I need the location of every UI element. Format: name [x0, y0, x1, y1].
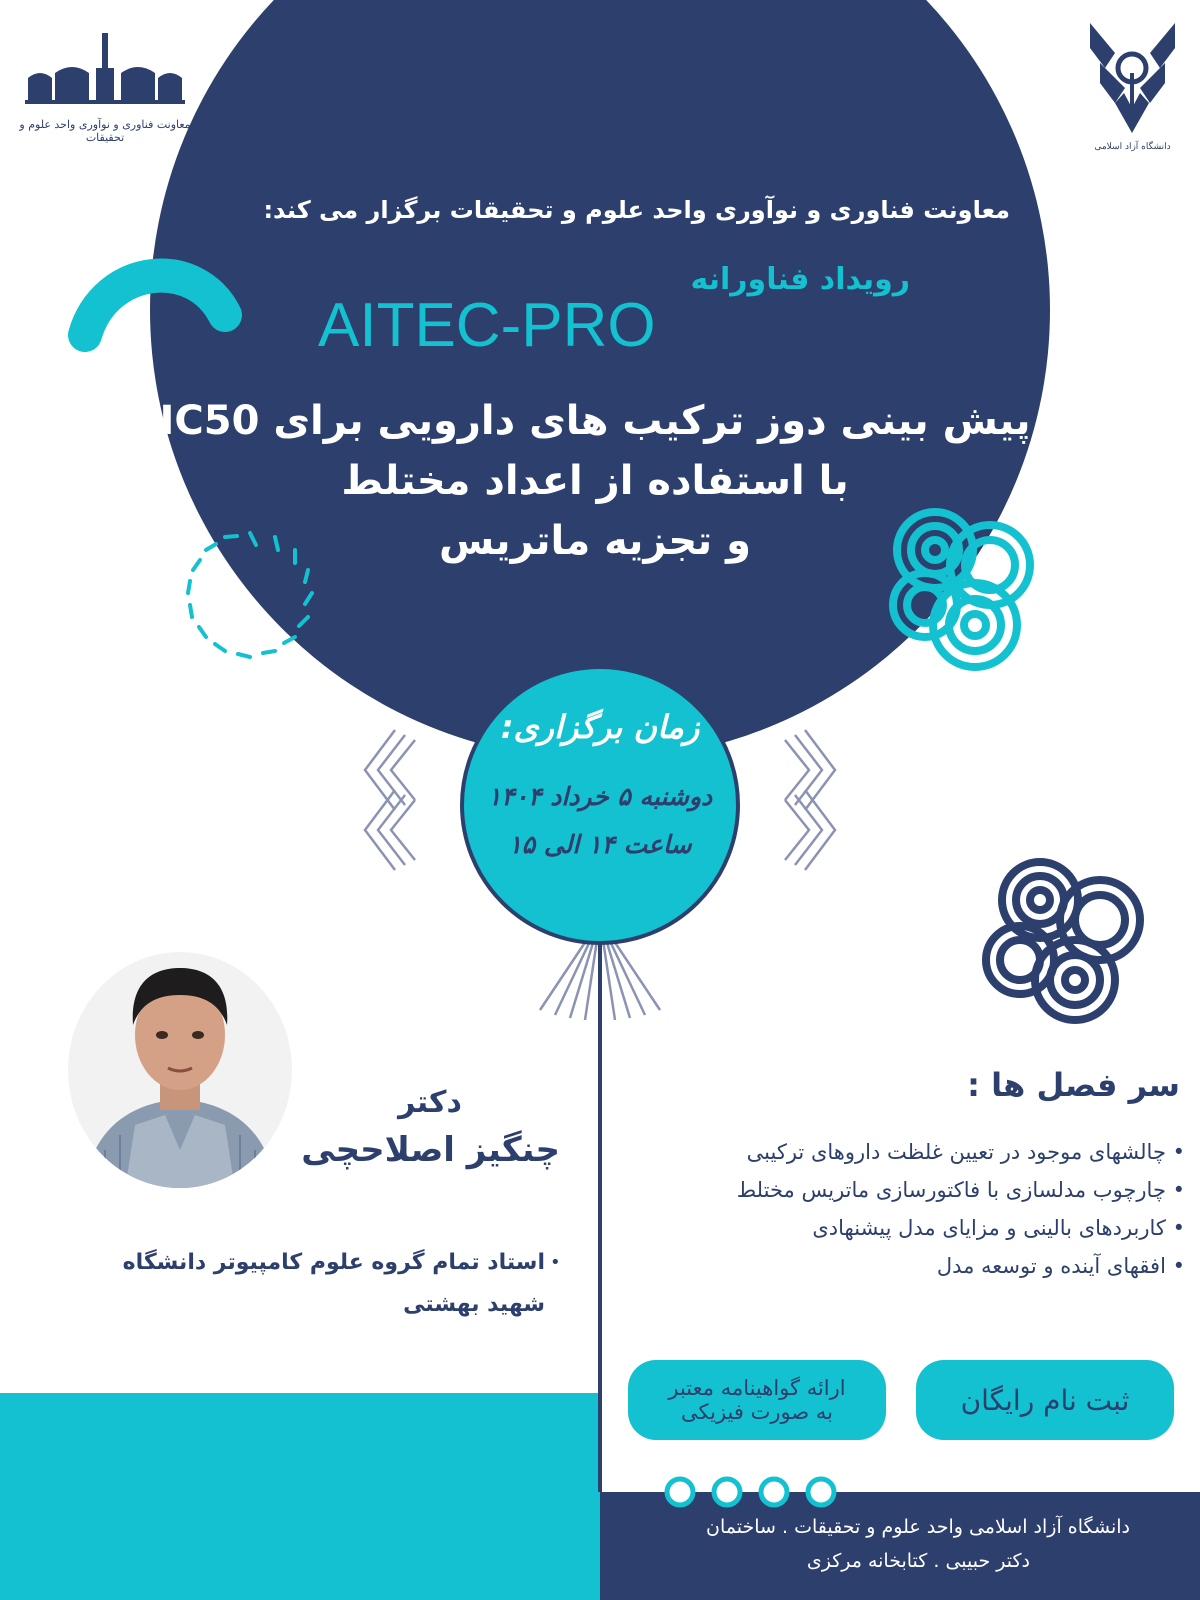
topics-heading: سر فصل ها :: [967, 1066, 1180, 1104]
talk-title-line3: و تجزیه ماتریس: [439, 518, 751, 564]
right-logo-caption: دانشگاه آزاد اسلامی: [1094, 142, 1171, 152]
certificate-button[interactable]: [628, 1360, 886, 1440]
register-label: ثبت نام رایگان: [960, 1383, 1130, 1417]
university-logo-icon: [10, 28, 200, 108]
speaker-photo: [65, 950, 295, 1190]
islamic-azad-logo-icon: [1085, 18, 1180, 138]
schedule-time: ساعت ۱۴ الی ۱۵: [508, 830, 692, 859]
swirl-icon: [980, 855, 1150, 1025]
schedule-heading: زمان برگزاری:: [500, 708, 700, 746]
dot-ring-icon: [662, 1474, 842, 1510]
footer-address-line1: دانشگاه آزاد اسلامی واحد علوم و تحقیقات . ساختمان: [706, 1516, 1130, 1538]
topic-item: • چارچوب مدلسازی با فاکتورسازی ماتریس مختلط: [736, 1178, 1185, 1202]
topic-item: • کاربردهای بالینی و مزایای مدل پیشنهادی: [812, 1216, 1185, 1240]
organizer-line: معاونت فناوری و نوآوری واحد علوم و تحقیقات برگزار می کند:: [263, 196, 1010, 224]
topic-item: • افقهای آینده و توسعه مدل: [936, 1254, 1185, 1278]
speaker-name: چنگیز اصلاحچی: [301, 1130, 560, 1170]
research-unit-logo: [10, 28, 200, 148]
footer-address-line2: دکتر حبیبی . کتابخانه مرکزی: [806, 1550, 1030, 1572]
free-registration-button[interactable]: [916, 1360, 1174, 1440]
speaker-bio-bullet: •: [550, 1252, 561, 1273]
talk-title-line1: پیش بینی دوز ترکیب های دارویی برای IC50: [159, 398, 1031, 444]
speaker-title: دکتر: [398, 1085, 462, 1120]
islamic-azad-logo: [1085, 18, 1180, 158]
schedule-date: دوشنبه ۵ خرداد ۱۴۰۴: [487, 782, 713, 811]
certificate-label-line1: ارائه گواهینامه معتبر: [668, 1376, 846, 1400]
event-type: رویداد فناورانه: [690, 262, 910, 297]
talk-title-line2: با استفاده از اعداد مختلط: [341, 458, 849, 504]
arc-decoration-icon: [65, 245, 245, 355]
certificate-label-line2: به صورت فیزیکی: [681, 1400, 833, 1424]
speaker-bio-line2: شهید بهشتی: [403, 1292, 545, 1317]
speaker-bio-line1: استاد تمام گروه علوم کامپیوتر دانشگاه: [122, 1250, 545, 1275]
left-logo-caption: معاونت فناوری و نوآوری واحد علوم و تحقیقات: [19, 118, 191, 144]
topic-item: • چالشهای موجود در تعیین غلظت داروهای ترکیبی: [746, 1140, 1185, 1164]
event-name: AITEC-PRO: [318, 291, 656, 360]
